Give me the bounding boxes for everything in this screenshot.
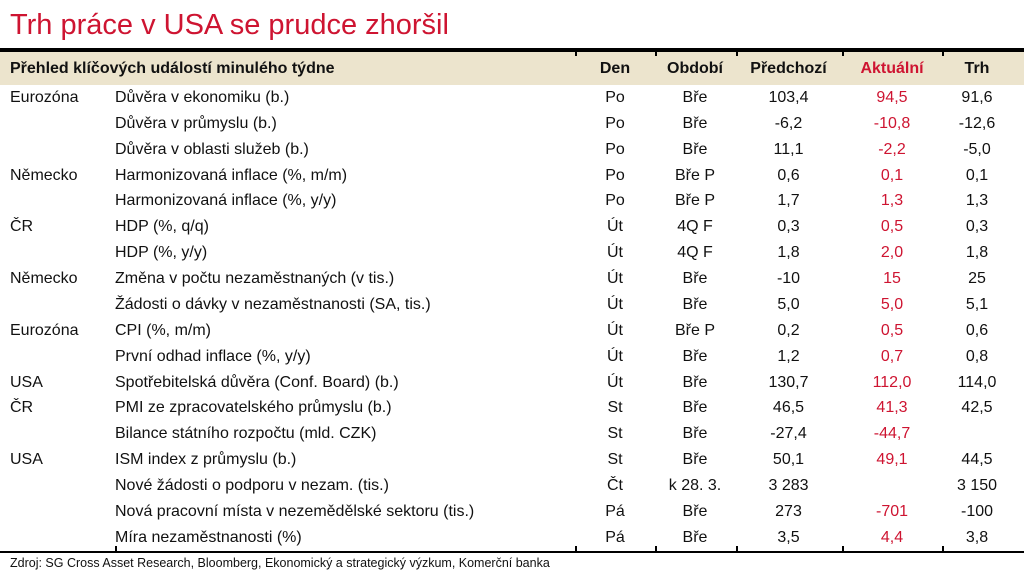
table-row [0, 318, 1024, 344]
table-row [0, 137, 1024, 163]
cell-obdobi: Bře [682, 270, 708, 288]
cell-predchozi: 0,2 [777, 321, 800, 339]
cell-event: Důvěra v ekonomiku (b.) [115, 88, 290, 106]
cell-trh: 42,5 [961, 399, 993, 417]
cell-trh: 0,8 [965, 347, 989, 365]
cell-trh: 0,6 [965, 321, 989, 339]
cell-den: Út [607, 218, 623, 236]
events-table [0, 48, 1024, 553]
cell-predchozi: 0,3 [777, 218, 800, 236]
cell-event: Důvěra v oblasti služeb (b.) [115, 140, 309, 158]
table-row [0, 85, 1024, 111]
cell-den: Út [607, 244, 623, 262]
cell-trh: 3,8 [965, 528, 989, 546]
header-overview: Přehled klíčových událostí minulého týdne [10, 59, 335, 77]
cell-region: Německo [10, 270, 78, 288]
cell-trh: -5,0 [963, 140, 991, 158]
cell-den: Po [605, 192, 625, 210]
cell-predchozi: 103,4 [768, 88, 809, 106]
cell-obdobi: Bře [682, 88, 708, 106]
table-row [0, 292, 1024, 318]
cell-region: ČR [10, 218, 34, 236]
table-row [0, 370, 1024, 396]
table-row [0, 421, 1024, 447]
cell-den: Út [607, 373, 623, 391]
cell-event: Důvěra v průmyslu (b.) [115, 114, 277, 132]
table-row [0, 525, 1024, 551]
cell-obdobi: Bře [682, 425, 708, 443]
table-row [0, 214, 1024, 240]
header-den: Den [599, 59, 631, 77]
cell-event: První odhad inflace (%, y/y) [115, 347, 311, 365]
cell-predchozi: 46,5 [772, 399, 805, 417]
cell-den: Po [605, 88, 625, 106]
column-tick [736, 52, 738, 56]
cell-event: Harmonizovaná inflace (%, m/m) [115, 166, 348, 184]
column-tick [575, 546, 577, 551]
column-tick [942, 52, 944, 56]
table-row [0, 240, 1024, 266]
cell-den: Čt [607, 477, 623, 495]
cell-predchozi: 0,6 [777, 166, 800, 184]
cell-aktualni: -701 [875, 502, 909, 520]
cell-event: HDP (%, y/y) [115, 244, 208, 262]
cell-aktualni: -2,2 [878, 140, 906, 158]
table-bottom-rule [0, 551, 1024, 553]
cell-den: Pá [605, 502, 625, 520]
cell-event: Nové žádosti o podporu v nezam. (tis.) [115, 477, 389, 495]
cell-predchozi: 1,8 [777, 244, 800, 262]
column-tick [736, 546, 738, 551]
column-tick [655, 546, 657, 551]
cell-region: Eurozóna [10, 321, 79, 339]
cell-trh: 1,8 [965, 244, 989, 262]
cell-aktualni: 94,5 [876, 88, 908, 106]
cell-den: Pá [605, 528, 625, 546]
cell-predchozi: -27,4 [770, 425, 807, 443]
cell-event: Bilance státního rozpočtu (mld. CZK) [115, 425, 377, 443]
cell-aktualni: -44,7 [873, 425, 911, 443]
table-body [0, 85, 1024, 551]
cell-aktualni: 1,3 [880, 192, 904, 210]
cell-predchozi: -6,2 [774, 114, 803, 132]
cell-den: Út [607, 295, 623, 313]
cell-aktualni: 41,3 [876, 399, 908, 417]
cell-aktualni: 5,0 [880, 295, 904, 313]
table-row [0, 473, 1024, 499]
cell-event: Harmonizovaná inflace (%, y/y) [115, 192, 337, 210]
cell-predchozi: 3,5 [777, 528, 800, 546]
cell-predchozi: 50,1 [772, 451, 805, 469]
cell-aktualni: 4,4 [880, 528, 904, 546]
header-predchozi: Předchozí [750, 59, 827, 77]
column-tick [942, 546, 944, 551]
table-row [0, 189, 1024, 215]
cell-trh: 3 150 [956, 477, 998, 495]
cell-event: Změna v počtu nezaměstnaných (v tis.) [115, 270, 395, 288]
cell-event: HDP (%, q/q) [115, 218, 209, 236]
cell-den: St [607, 451, 623, 469]
cell-region: Eurozóna [10, 88, 79, 106]
cell-obdobi: Bře P [674, 321, 715, 339]
cell-den: St [607, 425, 623, 443]
cell-obdobi: Bře [682, 528, 708, 546]
cell-den: Po [605, 140, 625, 158]
table-row [0, 344, 1024, 370]
page-title: Trh práce v USA se prudce zhoršil [10, 9, 449, 41]
cell-trh: 25 [968, 270, 986, 288]
cell-obdobi: Bře [682, 140, 708, 158]
cell-predchozi: -10 [776, 270, 801, 288]
cell-region: ČR [10, 399, 34, 417]
cell-trh: 44,5 [961, 451, 993, 469]
cell-event: Míra nezaměstnanosti (%) [115, 528, 302, 546]
cell-aktualni: 15 [883, 270, 901, 288]
header-obdobi: Období [667, 59, 723, 77]
cell-obdobi: Bře [682, 295, 708, 313]
header-trh: Trh [964, 59, 990, 77]
column-tick [842, 52, 844, 56]
cell-predchozi: 3 283 [768, 477, 809, 495]
cell-obdobi: Bře P [674, 192, 715, 210]
cell-obdobi: k 28. 3. [668, 477, 722, 495]
column-tick [842, 546, 844, 551]
cell-event: Žádosti o dávky v nezaměstnanosti (SA, tis.) [115, 295, 431, 313]
header-aktualni: Aktuální [860, 59, 924, 77]
table-header-row [0, 52, 1024, 85]
cell-predchozi: 273 [775, 502, 802, 520]
cell-aktualni: 0,1 [880, 166, 904, 184]
cell-region: USA [10, 373, 43, 391]
cell-region: USA [10, 451, 43, 469]
cell-predchozi: 5,0 [777, 295, 800, 313]
table-row [0, 499, 1024, 525]
cell-den: St [607, 399, 623, 417]
cell-predchozi: 130,7 [768, 373, 809, 391]
cell-den: Út [607, 321, 623, 339]
cell-obdobi: Bře [682, 502, 708, 520]
table-row [0, 447, 1024, 473]
cell-aktualni: 0,7 [880, 347, 904, 365]
cell-den: Po [605, 114, 625, 132]
cell-aktualni: -10,8 [873, 114, 911, 132]
cell-event: PMI ze zpracovatelského průmyslu (b.) [115, 399, 392, 417]
cell-trh: -12,6 [958, 114, 996, 132]
cell-den: Út [607, 347, 623, 365]
cell-aktualni: 2,0 [880, 244, 904, 262]
cell-den: Út [607, 270, 623, 288]
table-row [0, 266, 1024, 292]
cell-obdobi: 4Q F [677, 218, 713, 236]
cell-obdobi: 4Q F [677, 244, 713, 262]
cell-den: Po [605, 166, 625, 184]
cell-obdobi: Bře [682, 451, 708, 469]
cell-event: Nová pracovní místa v nezemědělské sektoru (tis.) [115, 502, 475, 520]
cell-trh: 1,3 [965, 192, 989, 210]
column-tick [575, 52, 577, 56]
cell-aktualni: 0,5 [880, 218, 904, 236]
source-note: Zdroj: SG Cross Asset Research, Bloomberg, Ekonomický a strategický výzkum, Komerční banka [10, 555, 550, 570]
cell-predchozi: 1,2 [777, 347, 800, 365]
cell-trh: -100 [960, 502, 994, 520]
cell-predchozi: 11,1 [773, 140, 804, 158]
column-tick [655, 52, 657, 56]
column-tick [115, 546, 117, 551]
cell-aktualni: 112,0 [872, 373, 912, 391]
cell-region: Německo [10, 166, 78, 184]
cell-predchozi: 1,7 [777, 192, 800, 210]
table-row [0, 396, 1024, 422]
cell-trh: 0,1 [965, 166, 989, 184]
cell-trh: 91,6 [961, 88, 993, 106]
cell-event: Spotřebitelská důvěra (Conf. Board) (b.) [115, 373, 399, 391]
cell-trh: 0,3 [965, 218, 989, 236]
cell-obdobi: Bře [682, 399, 708, 417]
cell-obdobi: Bře [682, 373, 708, 391]
cell-obdobi: Bře P [674, 166, 715, 184]
table-row [0, 111, 1024, 137]
table-row [0, 163, 1024, 189]
cell-event: CPI (%, m/m) [115, 321, 211, 339]
cell-event: ISM index z průmyslu (b.) [115, 451, 297, 469]
cell-trh: 114,0 [957, 373, 997, 391]
cell-aktualni: 49,1 [876, 451, 908, 469]
cell-trh: 5,1 [965, 295, 989, 313]
cell-aktualni: 0,5 [880, 321, 904, 339]
cell-obdobi: Bře [682, 114, 708, 132]
cell-obdobi: Bře [682, 347, 708, 365]
